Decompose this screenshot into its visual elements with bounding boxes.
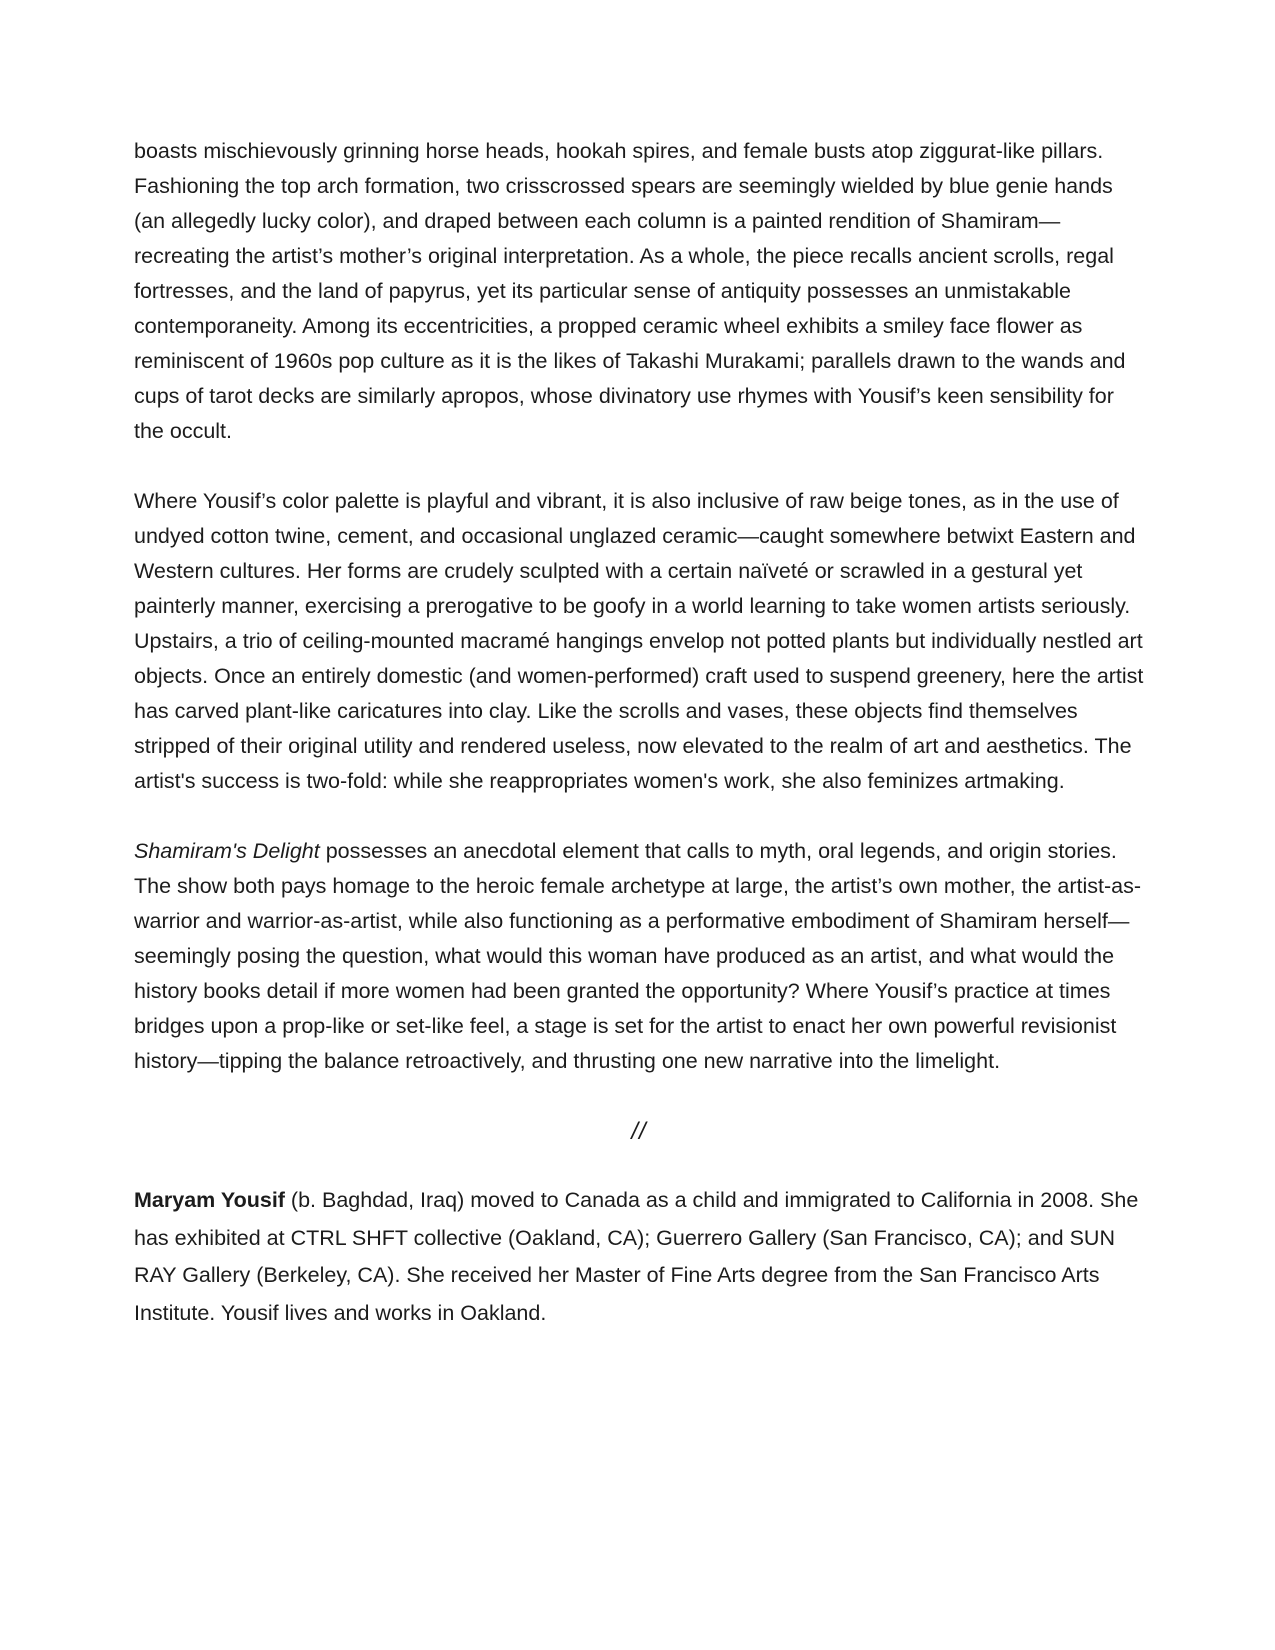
artist-name: Maryam Yousif xyxy=(134,1188,285,1212)
exhibition-title: Shamiram's Delight xyxy=(134,839,320,863)
artist-bio-text: (b. Baghdad, Iraq) moved to Canada as a child and immigrated to California in 2008. She has exhibited at CTRL SHFT collective (Oakland, CA); Guerrero Gallery (San Francisco, CA); and SUN RAY Gallery (Berkeley, CA). She received her Master of Fine Arts degree from the San Francisco Arts Institute. Yousif lives and works in Oakland. xyxy=(134,1188,1139,1325)
section-divider: // xyxy=(631,1118,647,1145)
paragraph-3 xyxy=(134,834,1144,1079)
artist-bio xyxy=(134,1182,1144,1332)
paragraph-1: boasts mischievously grinning horse heads, hookah spires, and female busts atop ziggurat-like pillars. Fashioning the top arch formation, two crisscrossed spears are seemingly wielded by blue genie hands (an allegedly lucky color), and draped between each column is a painted rendition of Shamiram—recreating the artist’s mother’s original interpretation. As a whole, the piece recalls ancient scrolls, regal fortresses, and the land of papyrus, yet its particular sense of antiquity possesses an unmistakable contemporaneity. Among its eccentricities, a propped ceramic wheel exhibits a smiley face flower as reminiscent of 1960s pop culture as it is the likes of Takashi Murakami; parallels drawn to the wands and cups of tarot decks are similarly apropos, whose divinatory use rhymes with Yousif’s keen sensibility for the occult. xyxy=(134,139,1126,443)
paragraph-3-text: possesses an anecdotal element that calls to myth, oral legends, and origin stories. The show both pays homage to the heroic female archetype at large, the artist’s own mother, the artist-as-warrior and warrior-as-artist, while also functioning as a performative embodiment of Shamiram herself—seemingly posing the question, what would this woman have produced as an artist, and what would the history books detail if more women had been granted the opportunity? Where Yousif’s practice at times bridges upon a prop-like or set-like feel, a stage is set for the artist to enact her own powerful revisionist history—tipping the balance retroactively, and thrusting one new narrative into the limelight. xyxy=(134,839,1142,1073)
paragraph-2: Where Yousif’s color palette is playful and vibrant, it is also inclusive of raw beige tones, as in the use of undyed cotton twine, cement, and occasional unglazed ceramic—caught somewhere betwixt Eastern and Western cultures. Her forms are crudely sculpted with a certain naïveté or scrawled in a gestural yet painterly manner, exercising a prerogative to be goofy in a world learning to take women artists seriously. Upstairs, a trio of ceiling-mounted macramé hangings envelop not potted plants but individually nestled art objects. Once an entirely domestic (and women-performed) craft used to suspend greenery, here the artist has carved plant-like caricatures into clay. Like the scrolls and vases, these objects find themselves stripped of their original utility and rendered useless, now elevated to the realm of art and aesthetics. The artist's success is two-fold: while she reappropriates women's work, she also feminizes artmaking. xyxy=(134,489,1144,793)
document-page xyxy=(134,134,1144,1332)
